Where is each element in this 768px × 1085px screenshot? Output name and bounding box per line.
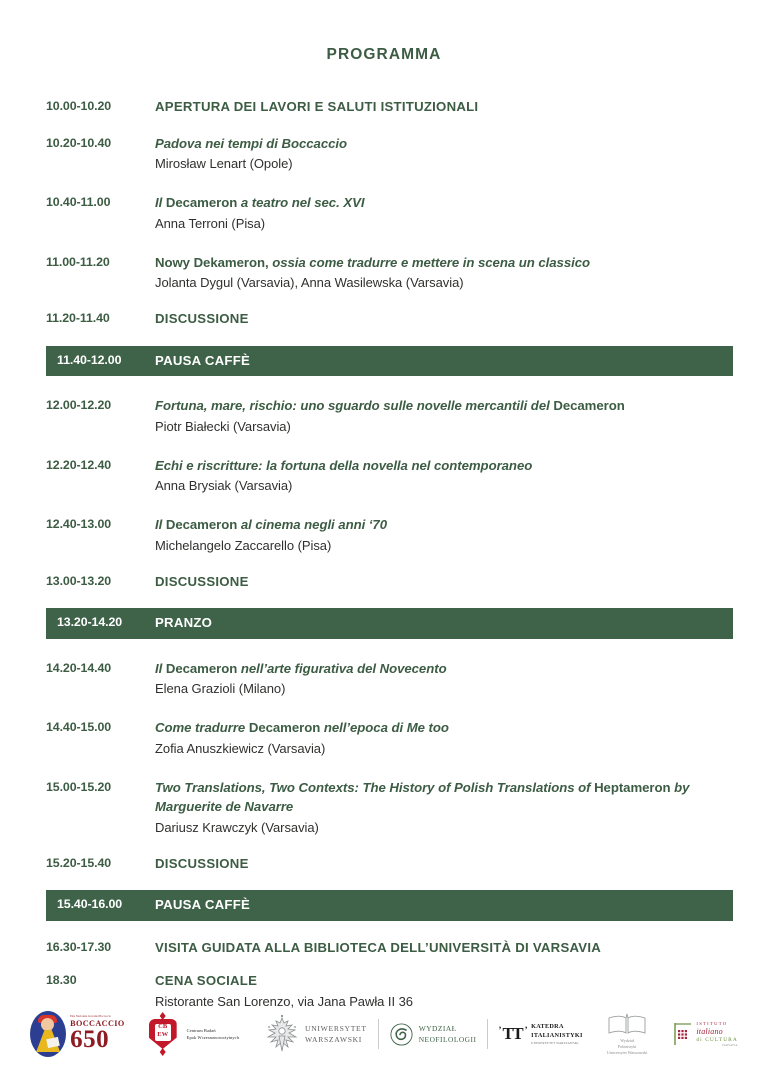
- cbew-mark-top: CB: [158, 1023, 168, 1030]
- neofilologia-line-1: WYDZIAŁ: [418, 1023, 457, 1033]
- schedule-list: [0, 90, 768, 1018]
- schedule-entry: [155, 351, 733, 371]
- iic-line-2: italiano: [696, 1026, 723, 1036]
- iic-grid-icon: [673, 1021, 693, 1047]
- session-title: Fortuna, mare, rischio: uno sguardo sulle novelle mercantili del Decameron: [155, 398, 625, 413]
- schedule-time: 10.40-11.00: [46, 195, 111, 209]
- schedule-entry: [155, 396, 733, 436]
- schedule-entry: [155, 778, 733, 837]
- schedule-entry: [155, 895, 733, 915]
- uw-line-1: UNIWERSYTET: [305, 1023, 367, 1033]
- logo-uniwersytet-warszawski: [265, 1007, 367, 1061]
- schedule-entry: [155, 854, 733, 874]
- cbew-crest-icon: [147, 1012, 179, 1056]
- uw-line-2: WARSZAWSKI: [305, 1035, 363, 1044]
- schedule-row: [46, 124, 733, 184]
- page-title: PROGRAMMA: [326, 46, 442, 63]
- session-speakers: Piotr Białecki (Varsavia): [155, 418, 291, 434]
- logo-divider: [378, 1019, 379, 1049]
- neofilologia-spiral-icon: [390, 1023, 413, 1046]
- schedule-time: 18.30: [46, 973, 77, 987]
- session-speakers: Zofia Anuszkiewicz (Varsavia): [155, 740, 326, 756]
- schedule-time: 13.00-13.20: [46, 573, 112, 588]
- session-heading: DISCUSSIONE: [155, 855, 249, 871]
- schedule-entry: [155, 134, 733, 174]
- schedule-banner-row: [46, 890, 733, 921]
- logo-boccaccio-650: [30, 1007, 125, 1061]
- schedule-banner-row: [46, 346, 733, 377]
- italianistyka-line-2: ITALIANISTYKI: [531, 1031, 583, 1039]
- polonistyka-line-2: Polonistyki: [617, 1043, 637, 1049]
- schedule-row: [46, 183, 733, 243]
- open-book-icon: [607, 1012, 647, 1036]
- session-title: Il Decameron a teatro nel sec. XVI: [155, 195, 365, 210]
- session-heading: DISCUSSIONE: [155, 573, 249, 589]
- italianistyka-sub: UNIWERSYTET WARSZAWSKI: [531, 1040, 579, 1045]
- schedule-time: 12.20-12.40: [46, 457, 112, 472]
- session-speakers: Anna Terroni (Pisa): [155, 215, 266, 231]
- logo-cbew: [147, 1007, 239, 1061]
- italianistyka-tt-icon: ’ TT ’: [499, 1024, 525, 1044]
- schedule-time: 16.30-17.30: [46, 939, 112, 954]
- logo-istituto-italiano-cultura: [673, 1007, 738, 1061]
- session-speakers: Michelangelo Zaccarello (Pisa): [155, 537, 332, 553]
- italianistyka-line-1: KATEDRA: [531, 1022, 564, 1030]
- iic-line-3: di CULTURA: [696, 1036, 738, 1043]
- schedule-entry: [155, 613, 733, 633]
- footer-logos: [0, 999, 768, 1069]
- iic-line-4: VARSAVIA: [721, 1043, 738, 1047]
- schedule-entry: [155, 659, 733, 699]
- schedule-entry: [155, 456, 733, 496]
- schedule-entry: [155, 938, 733, 958]
- schedule-time: 10.20-10.40: [46, 135, 112, 150]
- schedule-time: 12.00-12.20: [46, 398, 112, 412]
- schedule-row: [46, 931, 733, 965]
- boccaccio-anniversary-number: 650: [70, 1026, 110, 1054]
- schedule-row: [46, 847, 733, 881]
- session-speakers: Ristorante San Lorenzo, via Jana Pawła II 36: [155, 993, 413, 1009]
- schedule-entry: [155, 515, 733, 555]
- session-title: Padova nei tempi di Boccaccio: [155, 135, 348, 151]
- logo-divider-2: [487, 1019, 488, 1049]
- session-speakers: Dariusz Krawczyk (Varsavia): [155, 819, 319, 835]
- schedule-time: 14.40-15.00: [46, 720, 112, 734]
- schedule-row: [46, 446, 733, 506]
- boccaccio-tagline: Ente Nazionale Giovanni Boccaccio: [70, 1015, 112, 1019]
- schedule-row: [46, 768, 733, 847]
- session-speakers: Anna Brysiak (Varsavia): [155, 478, 293, 493]
- session-title: Il Decameron al cinema negli anni ‘70: [155, 517, 387, 532]
- schedule-time: 11.40-12.00: [57, 352, 122, 367]
- schedule-time: 14.20-14.40: [46, 660, 112, 675]
- schedule-banner-row: [46, 608, 733, 639]
- schedule-time: 11.00-11.20: [46, 254, 110, 269]
- logo-wydzial-polonistyki: [607, 1007, 648, 1061]
- schedule-time: 15.00-15.20: [46, 779, 112, 794]
- schedule-entry: [155, 253, 733, 293]
- uw-eagle-icon: [265, 1014, 299, 1054]
- schedule-entry: [155, 97, 733, 117]
- iic-line-1: ISTITUTO: [696, 1021, 728, 1027]
- schedule-time: 11.20-11.40: [46, 311, 110, 325]
- session-heading: DISCUSSIONE: [155, 311, 249, 326]
- session-heading: PAUSA CAFFÈ: [155, 352, 251, 368]
- session-speakers: Mirosław Lenart (Opole): [155, 156, 293, 171]
- session-heading: PAUSA CAFFÈ: [155, 897, 251, 912]
- cbew-line-1: Centrum Badań: [186, 1027, 216, 1033]
- schedule-row: [46, 302, 733, 336]
- schedule-entry: [155, 718, 733, 758]
- schedule-row: [46, 386, 733, 446]
- session-heading: PRANZO: [155, 615, 213, 630]
- logo-katedra-italianistyki: [499, 1007, 582, 1061]
- session-title: Il Decameron nell’arte figurativa del Novecento: [155, 660, 447, 676]
- schedule-time: 15.40-16.00: [57, 897, 123, 911]
- polonistyka-line-1: Wydział: [620, 1037, 634, 1043]
- polonistyka-line-3: Uniwersytet Warszawski: [606, 1050, 648, 1056]
- boccaccio-wordmark: BOCCACCIO: [70, 1018, 125, 1028]
- session-title: Nowy Dekameron, ossia come tradurre e mettere in scena un classico: [155, 254, 591, 270]
- schedule-entry: [155, 572, 733, 592]
- session-title: Echi e riscritture: la fortuna della novella nel contemporaneo: [155, 457, 533, 473]
- session-title: Come tradurre Decameron nell’epoca di Me too: [155, 720, 449, 735]
- session-heading: VISITA GUIDATA ALLA BIBLIOTECA DELL’UNIVERSITÀ DI VARSAVIA: [155, 939, 602, 955]
- boccaccio-medallion-icon: [30, 1011, 66, 1057]
- session-speakers: Jolanta Dygul (Varsavia), Anna Wasilewska (Varsavia): [155, 275, 464, 290]
- schedule-row: [46, 649, 733, 709]
- schedule-entry: [155, 309, 733, 329]
- neofilologia-line-2: NEOFILOLOGII: [418, 1035, 477, 1044]
- schedule-time: 10.00-10.20: [46, 99, 112, 113]
- schedule-row: [46, 505, 733, 565]
- schedule-time: 15.20-15.40: [46, 855, 112, 870]
- logo-wydzial-neofilologii: [390, 1007, 477, 1061]
- schedule-row: [46, 243, 733, 303]
- schedule-time: 13.20-14.20: [57, 615, 123, 629]
- schedule-row: [46, 708, 733, 768]
- session-title: Two Translations, Two Contexts: The History of Polish Translations of Heptameron by Marguerite de Navarre: [155, 779, 690, 814]
- schedule-row: [46, 90, 733, 124]
- cbew-mark-bottom: EW: [157, 1031, 169, 1038]
- session-heading: CENA SOCIALE: [155, 973, 258, 988]
- schedule-entry: [155, 193, 733, 233]
- session-heading: APERTURA DEI LAVORI E SALUTI ISTITUZIONALI: [155, 99, 479, 114]
- schedule-time: 12.40-13.00: [46, 517, 112, 531]
- session-speakers: Elena Grazioli (Milano): [155, 681, 286, 696]
- cbew-line-2: Epok Wczesnonowożytnych: [186, 1035, 240, 1040]
- schedule-row: [46, 565, 733, 599]
